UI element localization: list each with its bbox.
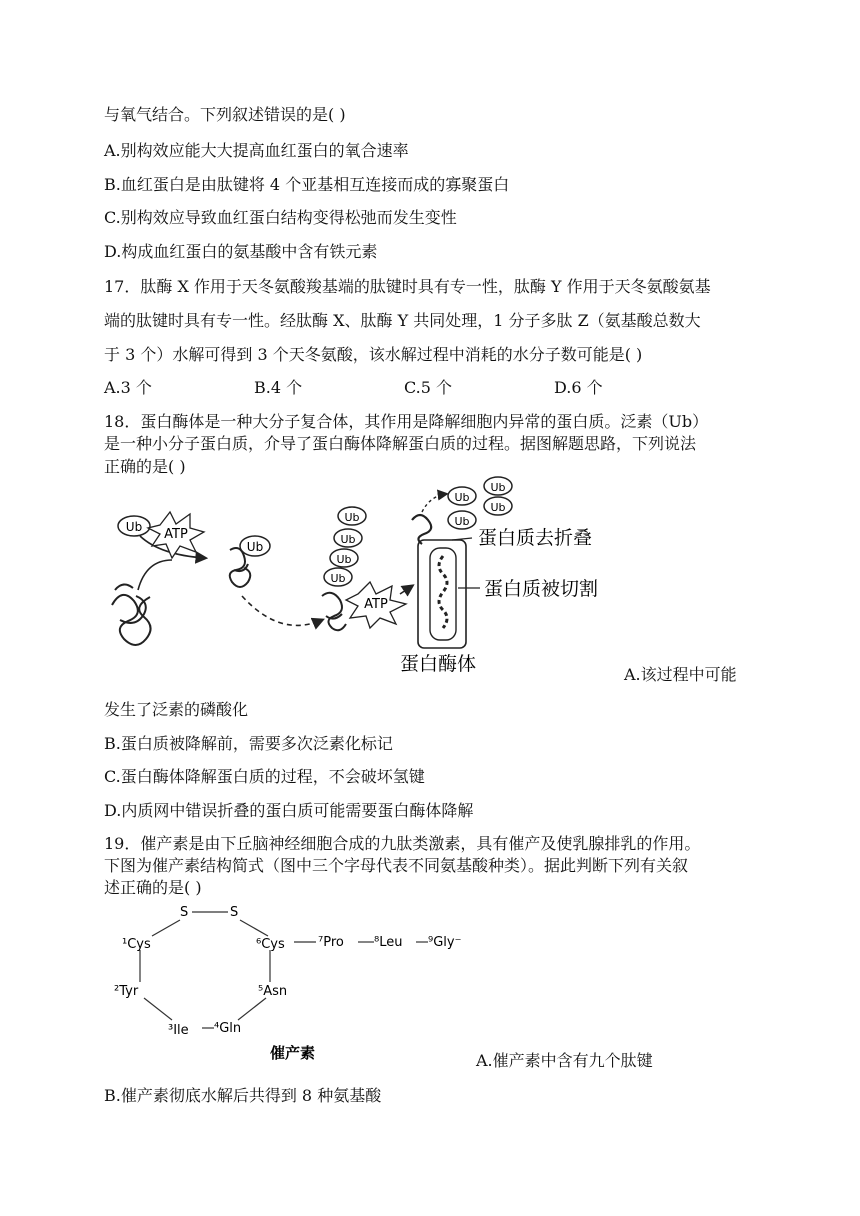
- sulfur-2: S: [230, 905, 239, 920]
- svg-text:Ub: Ub: [246, 540, 264, 554]
- q17-option-b: B.4 个: [254, 378, 303, 397]
- svg-text:Ub: Ub: [454, 491, 470, 504]
- svg-text:Ub: Ub: [344, 511, 360, 524]
- oxytocin-structure: [110, 898, 480, 1068]
- q17-option-d: D.6 个: [554, 378, 603, 397]
- unfold-label: 蛋白质去折叠: [478, 527, 593, 549]
- q17-stem-1: 17．肽酶 X 作用于天冬氨酸羧基端的肽键时具有专一性，肽酶 Y 作用于天冬氨酸氨基: [104, 277, 711, 296]
- residue-tyr2: ²Tyr: [114, 984, 139, 999]
- q18-option-b: B.蛋白质被降解前，需要多次泛素化标记: [104, 734, 393, 753]
- atp-burst: [148, 512, 204, 558]
- svg-text:Ub: Ub: [336, 553, 352, 566]
- q18-option-a: A.该过程中可能: [624, 665, 737, 684]
- q18-option-d: D.内质网中错误折叠的蛋白质可能需要蛋白酶体降解: [104, 801, 474, 820]
- figure-caption: 催产素: [270, 1044, 316, 1062]
- residue-cys6: ⁶Cys: [256, 937, 285, 952]
- q18-option-a-cont: 发生了泛素的磷酸化: [104, 700, 249, 719]
- option-b: B.血红蛋白是由肽键将 4 个亚基相互连接而成的寡聚蛋白: [104, 175, 510, 194]
- q18-stem-1: 18．蛋白酶体是一种大分子复合体，其作用是降解细胞内异常的蛋白质。泛素（Ub）: [104, 412, 709, 431]
- q17-option-a: A.3 个: [104, 378, 152, 397]
- residue-cys1: ¹Cys: [122, 937, 151, 952]
- svg-text:Ub: Ub: [490, 481, 506, 494]
- tagged-protein: [322, 593, 346, 630]
- q17-stem-3: 于 3 个）水解可得到 3 个天冬氨酸，该水解过程中消耗的水分子数可能是( ): [104, 345, 643, 364]
- residue-ile3: ³Ile: [168, 1023, 189, 1038]
- q19-option-a: A.催产素中含有九个肽键: [476, 1051, 653, 1070]
- q17-option-c: C.5 个: [404, 378, 453, 397]
- option-c: C.别构效应导致血红蛋白结构变得松弛而发生变性: [104, 208, 457, 227]
- atp-burst: [346, 582, 406, 628]
- svg-text:ATP: ATP: [164, 527, 188, 542]
- residue-asn5: ⁵Asn: [258, 984, 288, 999]
- proteasome-figure: [100, 470, 640, 680]
- sulfur-1: S: [180, 905, 189, 920]
- q19-stem-1: 19．催产素是由下丘脑神经细胞合成的九肽类激素，具有催产及使乳腺排乳的作用。: [104, 834, 701, 853]
- svg-text:Ub: Ub: [454, 515, 470, 528]
- q18-option-c: C.蛋白酶体降解蛋白质的过程，不会破坏氢键: [104, 767, 425, 786]
- ub-tag: [240, 536, 270, 556]
- q19-stem-2: 下图为催产素结构简式（图中三个字母代表不同氨基酸种类）。据此判断下列有关叙: [104, 856, 689, 875]
- proteasome: [412, 515, 466, 648]
- ub-tag: [118, 516, 150, 536]
- folded-protein: [112, 584, 151, 645]
- residue-pro7: ⁷Pro: [318, 935, 344, 950]
- ub-chain: [324, 507, 366, 586]
- released-ub: [448, 477, 512, 529]
- residue-gly9: ⁹Gly⁻: [428, 935, 462, 950]
- option-a: A.别构效应能大大提高血红蛋白的氧合速率: [104, 141, 409, 160]
- svg-text:Ub: Ub: [125, 520, 143, 534]
- svg-text:ATP: ATP: [364, 597, 388, 612]
- residue-gln4: ⁴Gln: [214, 1021, 242, 1036]
- option-d: D.构成血红蛋白的氨基酸中含有铁元素: [104, 242, 378, 261]
- q17-stem-2: 端的肽键时具有专一性。经肽酶 X、肽酶 Y 共同处理，1 分子多肽 Z（氨基酸总数大: [104, 311, 701, 330]
- svg-text:Ub: Ub: [340, 533, 356, 546]
- q18-stem-2: 是一种小分子蛋白质，介导了蛋白酶体降解蛋白质的过程。据图解题思路，下列说法: [104, 434, 697, 453]
- q19-stem-3: 述正确的是( ): [104, 878, 202, 897]
- cut-label: 蛋白质被切割: [484, 578, 599, 600]
- proteasome-label: 蛋白酶体: [400, 653, 477, 675]
- q19-option-b: B.催产素彻底水解后共得到 8 种氨基酸: [104, 1086, 382, 1105]
- q18-stem-3: 正确的是( ): [104, 457, 186, 476]
- svg-text:Ub: Ub: [330, 572, 346, 585]
- svg-text:Ub: Ub: [490, 501, 506, 514]
- text-line: 与氧气结合。下列叙述错误的是( ): [104, 105, 346, 124]
- residue-leu8: ⁸Leu: [374, 935, 403, 950]
